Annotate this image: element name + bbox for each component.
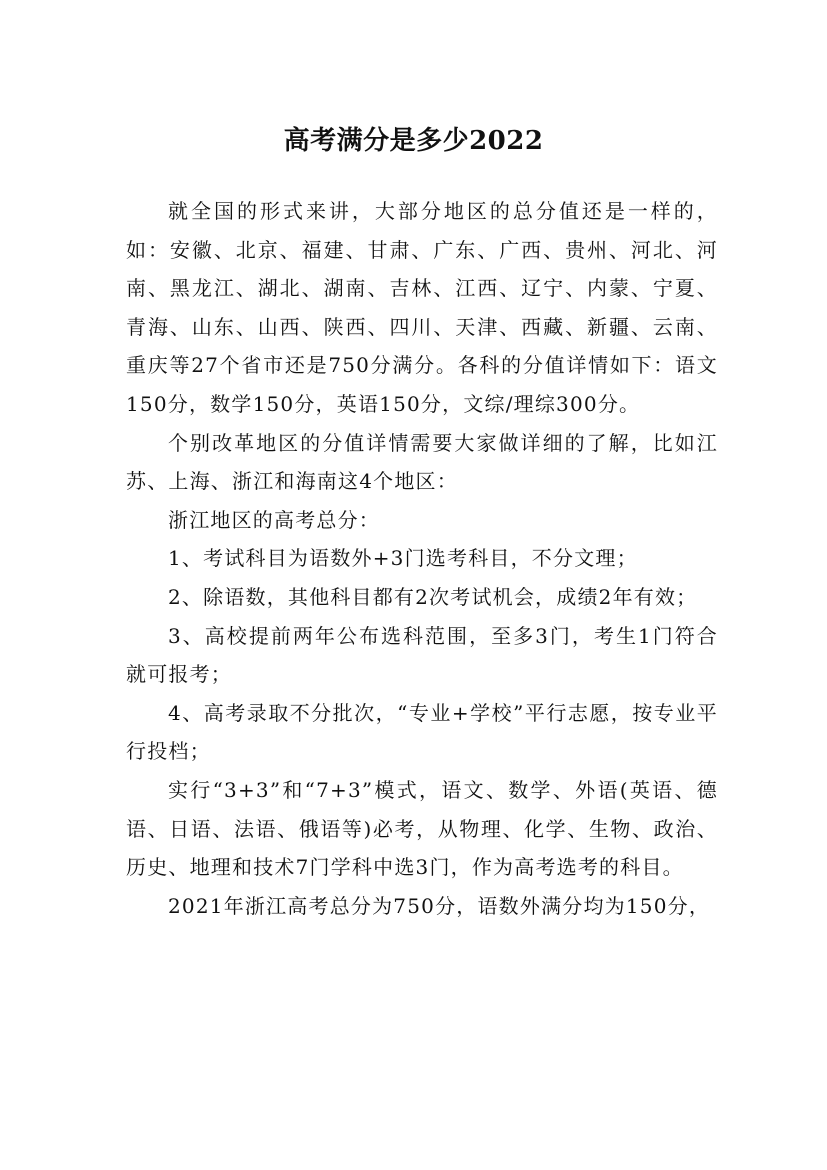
- paragraph-8: 实行“3+3”和“7+3”模式，语文、数学、外语(英语、德语、日语、法语、俄语等)必考，从物理、化学、生物、政治、历史、地理和技术7门学科中选3门，作为高考选考的科目。: [126, 777, 718, 880]
- document-body: [126, 192, 718, 925]
- page-title: 高考满分是多少2022: [283, 126, 544, 157]
- paragraph-3: 浙江地区的高考总分：: [168, 507, 380, 532]
- paragraph-4: 1、考试科目为语数外+3门选考科目，不分文理；: [168, 546, 638, 571]
- paragraph-1: 就全国的形式来讲，大部分地区的总分值还是一样的，如：安徽、北京、福建、甘肃、广东、广西、贵州、河北、河南、黑龙江、湖北、湖南、吉林、江西、辽宁、内蒙、宁夏、青海、山东、山西、陕西、四川、天津、西藏、新疆、云南、重庆等27个省市还是750分满分。各科的分值详情如下：语文150分，数学150分，英语150分，文综/理综300分。: [126, 199, 718, 416]
- paragraph-6: 3、高校提前两年公布选科范围，至多3门，考生1门符合就可报考；: [126, 623, 718, 687]
- paragraph-9: 2021年浙江高考总分为750分，语数外满分均为150分，: [168, 893, 711, 918]
- paragraph-7: 4、高考录取不分批次，“专业+学校”平行志愿，按专业平行投档；: [126, 700, 718, 764]
- paragraph-2: 个别改革地区的分值详情需要大家做详细的了解，比如江苏、上海、浙江和海南这4个地区：: [126, 430, 718, 494]
- paragraph-5: 2、除语数，其他科目都有2次考试机会，成绩2年有效；: [168, 584, 698, 609]
